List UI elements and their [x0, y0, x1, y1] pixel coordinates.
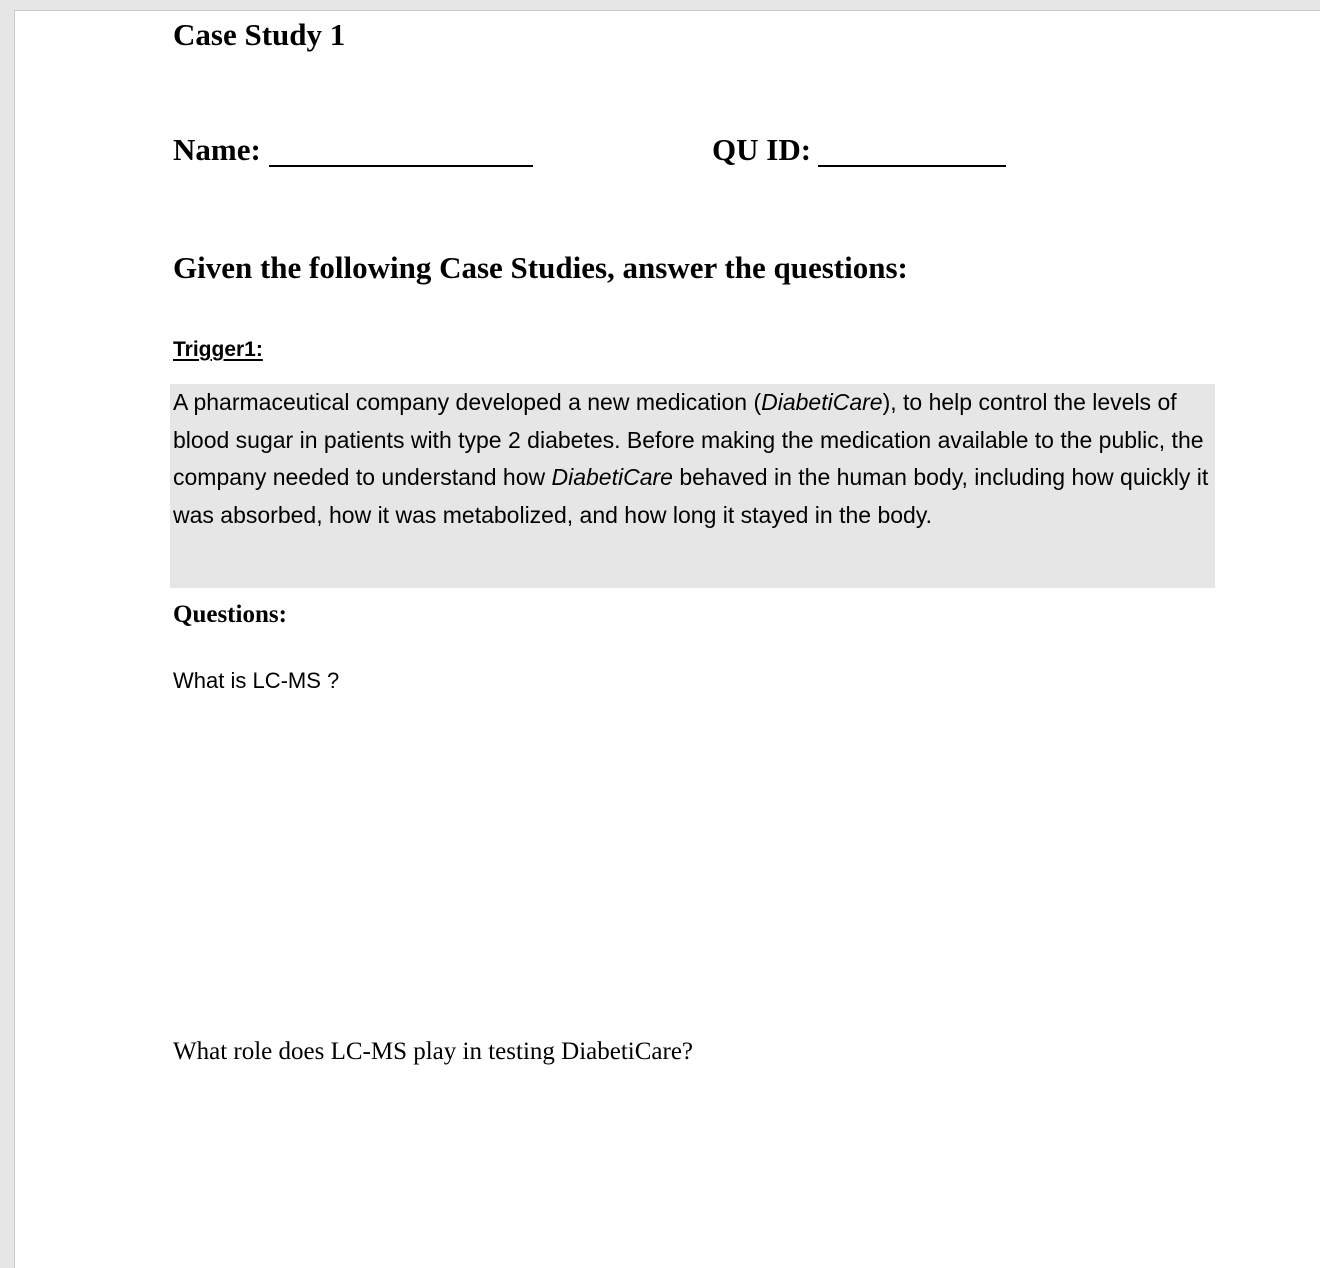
- qu-id-blank-line: [818, 165, 1006, 167]
- questions-heading: Questions:: [173, 601, 287, 628]
- question-2: What role does LC-MS play in testing DiabetiCare?: [173, 1038, 694, 1065]
- qu-id-label: QU ID:: [712, 132, 812, 167]
- trigger-text-segment: ), to help control the levels of blood sugar in patients with type 2 diabetes. Before making the medication available to the public, the company needed to understand how: [173, 389, 1204, 490]
- document-title: Case Study 1: [173, 17, 346, 52]
- name-label: Name:: [173, 132, 261, 167]
- trigger-text-segment: behaved in the human body, including how quickly it was absorbed, how it was metabolized, and how long it stayed in the body.: [173, 464, 1209, 528]
- trigger-paragraph: [173, 384, 1213, 534]
- document-page: [14, 10, 1320, 1268]
- trigger-heading: Trigger1:: [173, 338, 263, 361]
- drug-name-italic: DiabetiCare: [761, 389, 883, 415]
- name-blank-line: [269, 165, 533, 167]
- drug-name-italic: DiabetiCare: [551, 464, 673, 490]
- instructions-heading: Given the following Case Studies, answer the questions:: [173, 250, 908, 285]
- trigger-shaded-box: [170, 384, 1215, 588]
- trigger-text-segment: A pharmaceutical company developed a new medication (: [173, 389, 762, 415]
- question-1: What is LC-MS ?: [173, 668, 340, 693]
